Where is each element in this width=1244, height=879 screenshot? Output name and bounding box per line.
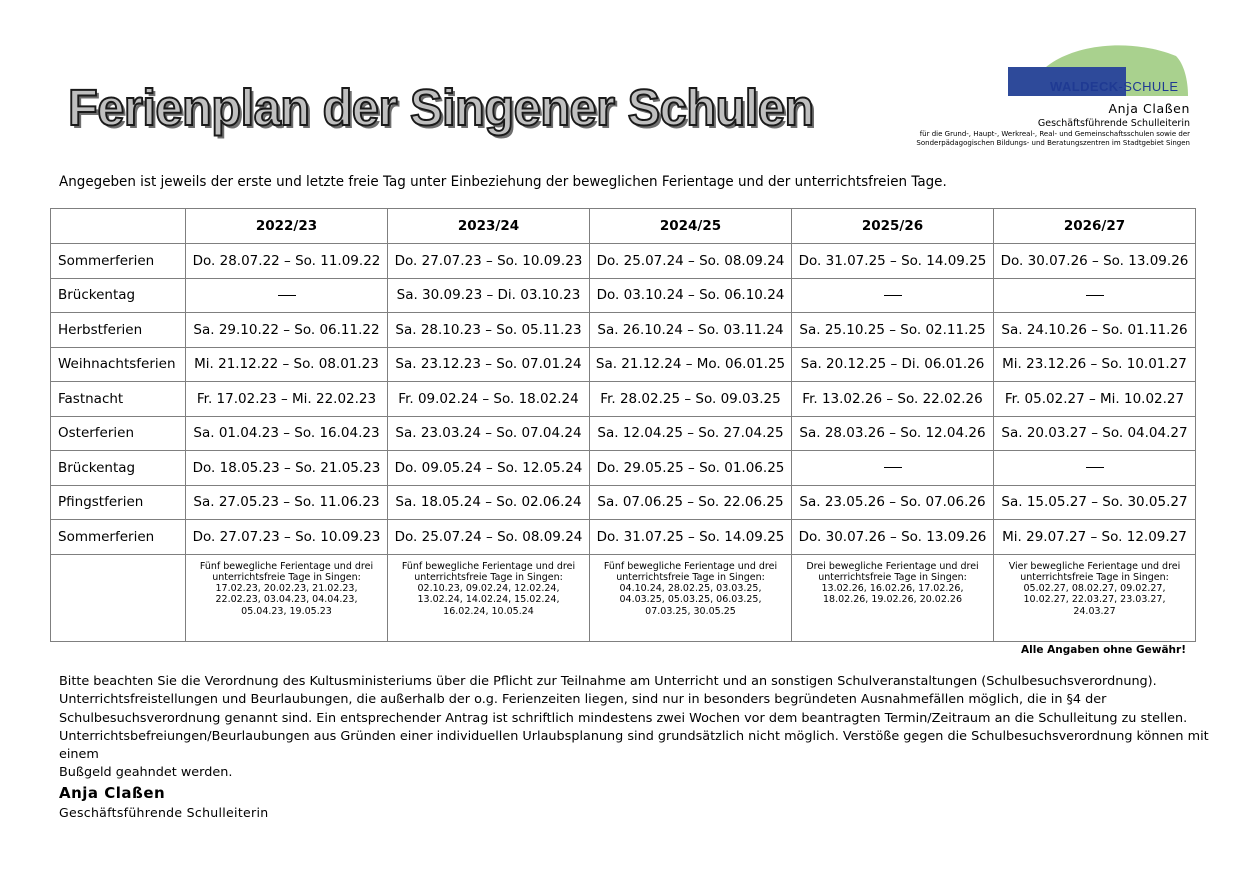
date-range-cell: Do. 31.07.25 – So. 14.09.25 xyxy=(590,520,792,555)
notes-line: Fünf bewegliche Ferientage und drei xyxy=(401,560,576,572)
date-range-cell: Sa. 21.12.24 – Mo. 06.01.25 xyxy=(590,347,792,382)
date-range-cell: Do. 18.05.23 – So. 21.05.23 xyxy=(186,451,388,486)
notice-line: Bitte beachten Sie die Verordnung des Kultusministeriums über die Pflicht zur Teilnahme am Unterricht und an sonstigen Schulveranstaltungen (Schulbesuchsverordnung). xyxy=(59,674,1157,689)
date-range-cell: Sa. 29.10.22 – So. 06.11.22 xyxy=(186,313,388,348)
date-range-cell: Sa. 07.06.25 – So. 22.06.25 xyxy=(590,485,792,520)
row-label: Sommerferien xyxy=(51,520,186,555)
date-range-cell: Do. 29.05.25 – So. 01.06.25 xyxy=(590,451,792,486)
date-range-cell: Sa. 26.10.24 – So. 03.11.24 xyxy=(590,313,792,348)
empty-cell xyxy=(994,278,1196,313)
notes-line: Vier bewegliche Ferientage und drei xyxy=(1008,560,1181,572)
date-range-cell: Sa. 24.10.26 – So. 01.11.26 xyxy=(994,313,1196,348)
row-label: Osterferien xyxy=(51,416,186,451)
row-label: Sommerferien xyxy=(51,244,186,279)
date-range-cell: Sa. 12.04.25 – So. 27.04.25 xyxy=(590,416,792,451)
page-title: Ferienplan der Singener Schulen xyxy=(68,79,814,136)
table-header-row xyxy=(51,209,1196,244)
column-header: 2022/23 xyxy=(186,209,388,244)
signature-name: Anja Claßen xyxy=(59,784,166,802)
table-row xyxy=(51,451,1196,486)
column-header: 2025/26 xyxy=(792,209,994,244)
table-notes-row xyxy=(51,554,1196,641)
notes-cell xyxy=(792,554,994,641)
dash-mark xyxy=(884,467,902,468)
notes-line: 02.10.23, 09.02.24, 12.02.24, xyxy=(417,583,560,595)
header-scope-line-2: Sonderpädagogischen Bildungs- und Beratungszentren im Stadtgebiet Singen xyxy=(916,139,1190,147)
empty-cell xyxy=(186,278,388,313)
date-range-cell: Sa. 30.09.23 – Di. 03.10.23 xyxy=(388,278,590,313)
notice-line: Bußgeld geahndet werden. xyxy=(59,765,233,781)
dash-mark xyxy=(278,295,296,296)
notes-line: unterrichtsfreie Tage in Singen: xyxy=(616,571,765,583)
row-label: Fastnacht xyxy=(51,382,186,417)
notice-line: Unterrichtsbefreiungen/Beurlaubungen aus Gründen einer individuellen Urlaubsplanung sind grundsätzlich nicht möglich. Verstöße gegen die Schulbesuchsverordnung können mit einem xyxy=(59,728,1209,763)
logo-wordmark xyxy=(1050,79,1178,94)
date-range-cell: Sa. 23.12.23 – So. 07.01.24 xyxy=(388,347,590,382)
logo-wordmark-bold: WALDECK xyxy=(1050,79,1119,94)
notes-line: 13.02.24, 14.02.24, 15.02.24, xyxy=(417,594,560,606)
row-label: Pfingstferien xyxy=(51,485,186,520)
notes-line: 18.02.26, 19.02.26, 20.02.26 xyxy=(823,594,962,606)
date-range-cell: Sa. 28.03.26 – So. 12.04.26 xyxy=(792,416,994,451)
table-row xyxy=(51,382,1196,417)
notes-line: 13.02.26, 16.02.26, 17.02.26, xyxy=(821,583,964,595)
table-row xyxy=(51,244,1196,279)
date-range-cell: Do. 25.07.24 – So. 08.09.24 xyxy=(388,520,590,555)
date-range-cell: Do. 30.07.26 – So. 13.09.26 xyxy=(994,244,1196,279)
date-range-cell: Do. 27.07.23 – So. 10.09.23 xyxy=(186,520,388,555)
table-body xyxy=(51,244,1196,642)
date-range-cell: Do. 28.07.22 – So. 11.09.22 xyxy=(186,244,388,279)
column-header: 2024/25 xyxy=(590,209,792,244)
header-scope-line-1: für die Grund-, Haupt-, Werkreal-, Real- und Gemeinschaftsschulen sowie der xyxy=(919,130,1190,138)
notice-line: Schulbesuchsverordnung genannt sind. Ein entsprechender Antrag ist schriftlich mindestens zwei Wochen vor dem beantragten Termin/Zeitraum an die Schulleitung zu stellen. xyxy=(59,710,1188,726)
date-range-cell: Do. 09.05.24 – So. 12.05.24 xyxy=(388,451,590,486)
logo-wordmark-rest: -SCHULE xyxy=(1118,79,1179,94)
notes-line: unterrichtsfreie Tage in Singen: xyxy=(818,571,967,583)
notes-line: 17.02.23, 20.02.23, 21.02.23, xyxy=(215,583,358,595)
date-range-cell: Sa. 23.03.24 – So. 07.04.24 xyxy=(388,416,590,451)
notes-line: unterrichtsfreie Tage in Singen: xyxy=(414,571,563,583)
holiday-table xyxy=(50,208,1196,642)
row-label: Weihnachtsferien xyxy=(51,347,186,382)
date-range-cell: Sa. 20.03.27 – So. 04.04.27 xyxy=(994,416,1196,451)
date-range-cell: Sa. 23.05.26 – So. 07.06.26 xyxy=(792,485,994,520)
row-label: Brückentag xyxy=(51,278,186,313)
notes-line: unterrichtsfreie Tage in Singen: xyxy=(1020,571,1169,583)
notes-line: 22.02.23, 03.04.23, 04.04.23, xyxy=(215,594,358,606)
dash-mark xyxy=(1086,295,1104,296)
column-header: 2023/24 xyxy=(388,209,590,244)
date-range-cell: Sa. 27.05.23 – So. 11.06.23 xyxy=(186,485,388,520)
row-label: Brückentag xyxy=(51,451,186,486)
table-row xyxy=(51,485,1196,520)
date-range-cell: Fr. 05.02.27 – Mi. 10.02.27 xyxy=(994,382,1196,417)
date-range-cell: Do. 25.07.24 – So. 08.09.24 xyxy=(590,244,792,279)
intro-text: Angegeben ist jeweils der erste und letzte freie Tag unter Einbeziehung der beweglichen Ferientage und der unterrichtsfreien Tage. xyxy=(59,174,947,190)
empty-cell xyxy=(792,451,994,486)
notes-line: 10.02.27, 22.03.27, 23.03.27, xyxy=(1023,594,1166,606)
notes-line: 16.02.24, 10.05.24 xyxy=(443,605,534,617)
notes-line: 04.03.25, 05.03.25, 06.03.25, xyxy=(619,594,762,606)
table-row xyxy=(51,416,1196,451)
header-role: Geschäftsführende Schulleiterin xyxy=(1037,118,1190,129)
date-range-cell: Fr. 13.02.26 – So. 22.02.26 xyxy=(792,382,994,417)
header-name: Anja Claßen xyxy=(1108,101,1190,116)
signature-role: Geschäftsführende Schulleiterin xyxy=(59,805,269,820)
date-range-cell: Fr. 28.02.25 – So. 09.03.25 xyxy=(590,382,792,417)
date-range-cell: Do. 30.07.26 – So. 13.09.26 xyxy=(792,520,994,555)
notes-cell xyxy=(590,554,792,641)
dash-mark xyxy=(884,295,902,296)
date-range-cell: Sa. 28.10.23 – So. 05.11.23 xyxy=(388,313,590,348)
notes-cell xyxy=(994,554,1196,641)
notes-line: 05.04.23, 19.05.23 xyxy=(241,605,332,617)
table-row xyxy=(51,313,1196,348)
notes-cell xyxy=(186,554,388,641)
column-header: 2026/27 xyxy=(994,209,1196,244)
notes-cell xyxy=(388,554,590,641)
notes-line: 07.03.25, 30.05.25 xyxy=(645,605,736,617)
date-range-cell: Do. 27.07.23 – So. 10.09.23 xyxy=(388,244,590,279)
table-row xyxy=(51,347,1196,382)
date-range-cell: Sa. 20.12.25 – Di. 06.01.26 xyxy=(792,347,994,382)
notes-line: unterrichtsfreie Tage in Singen: xyxy=(212,571,361,583)
date-range-cell: Fr. 17.02.23 – Mi. 22.02.23 xyxy=(186,382,388,417)
disclaimer: Alle Angaben ohne Gewähr! xyxy=(1021,644,1186,656)
table-row xyxy=(51,520,1196,555)
notes-line: 05.02.27, 08.02.27, 09.02.27, xyxy=(1023,583,1166,595)
date-range-cell: Sa. 25.10.25 – So. 02.11.25 xyxy=(792,313,994,348)
row-label: Herbstferien xyxy=(51,313,186,348)
notes-line: 24.03.27 xyxy=(1073,605,1116,617)
dash-mark xyxy=(1086,467,1104,468)
date-range-cell: Sa. 15.05.27 – So. 30.05.27 xyxy=(994,485,1196,520)
notes-label-cell xyxy=(51,554,186,641)
date-range-cell: Sa. 01.04.23 – So. 16.04.23 xyxy=(186,416,388,451)
date-range-cell: Mi. 29.07.27 – So. 12.09.27 xyxy=(994,520,1196,555)
notes-line: 04.10.24, 28.02.25, 03.03.25, xyxy=(619,583,762,595)
notes-line: Drei bewegliche Ferientage und drei xyxy=(806,560,979,572)
empty-cell xyxy=(792,278,994,313)
date-range-cell: Mi. 23.12.26 – So. 10.01.27 xyxy=(994,347,1196,382)
table-row xyxy=(51,278,1196,313)
column-header xyxy=(51,209,186,244)
date-range-cell: Fr. 09.02.24 – So. 18.02.24 xyxy=(388,382,590,417)
date-range-cell: Mi. 21.12.22 – So. 08.01.23 xyxy=(186,347,388,382)
date-range-cell: Sa. 18.05.24 – So. 02.06.24 xyxy=(388,485,590,520)
notes-line: Fünf bewegliche Ferientage und drei xyxy=(199,560,374,572)
date-range-cell: Do. 03.10.24 – So. 06.10.24 xyxy=(590,278,792,313)
notice-paragraph xyxy=(59,673,1209,783)
empty-cell xyxy=(994,451,1196,486)
notes-line: Fünf bewegliche Ferientage und drei xyxy=(603,560,778,572)
notice-line: Unterrichtsfreistellungen und Beurlaubungen, die außerhalb der o.g. Ferienzeiten liegen, sind nur in besonders begründeten Ausnahmefällen möglich, die in §4 der xyxy=(59,692,1107,708)
date-range-cell: Do. 31.07.25 – So. 14.09.25 xyxy=(792,244,994,279)
